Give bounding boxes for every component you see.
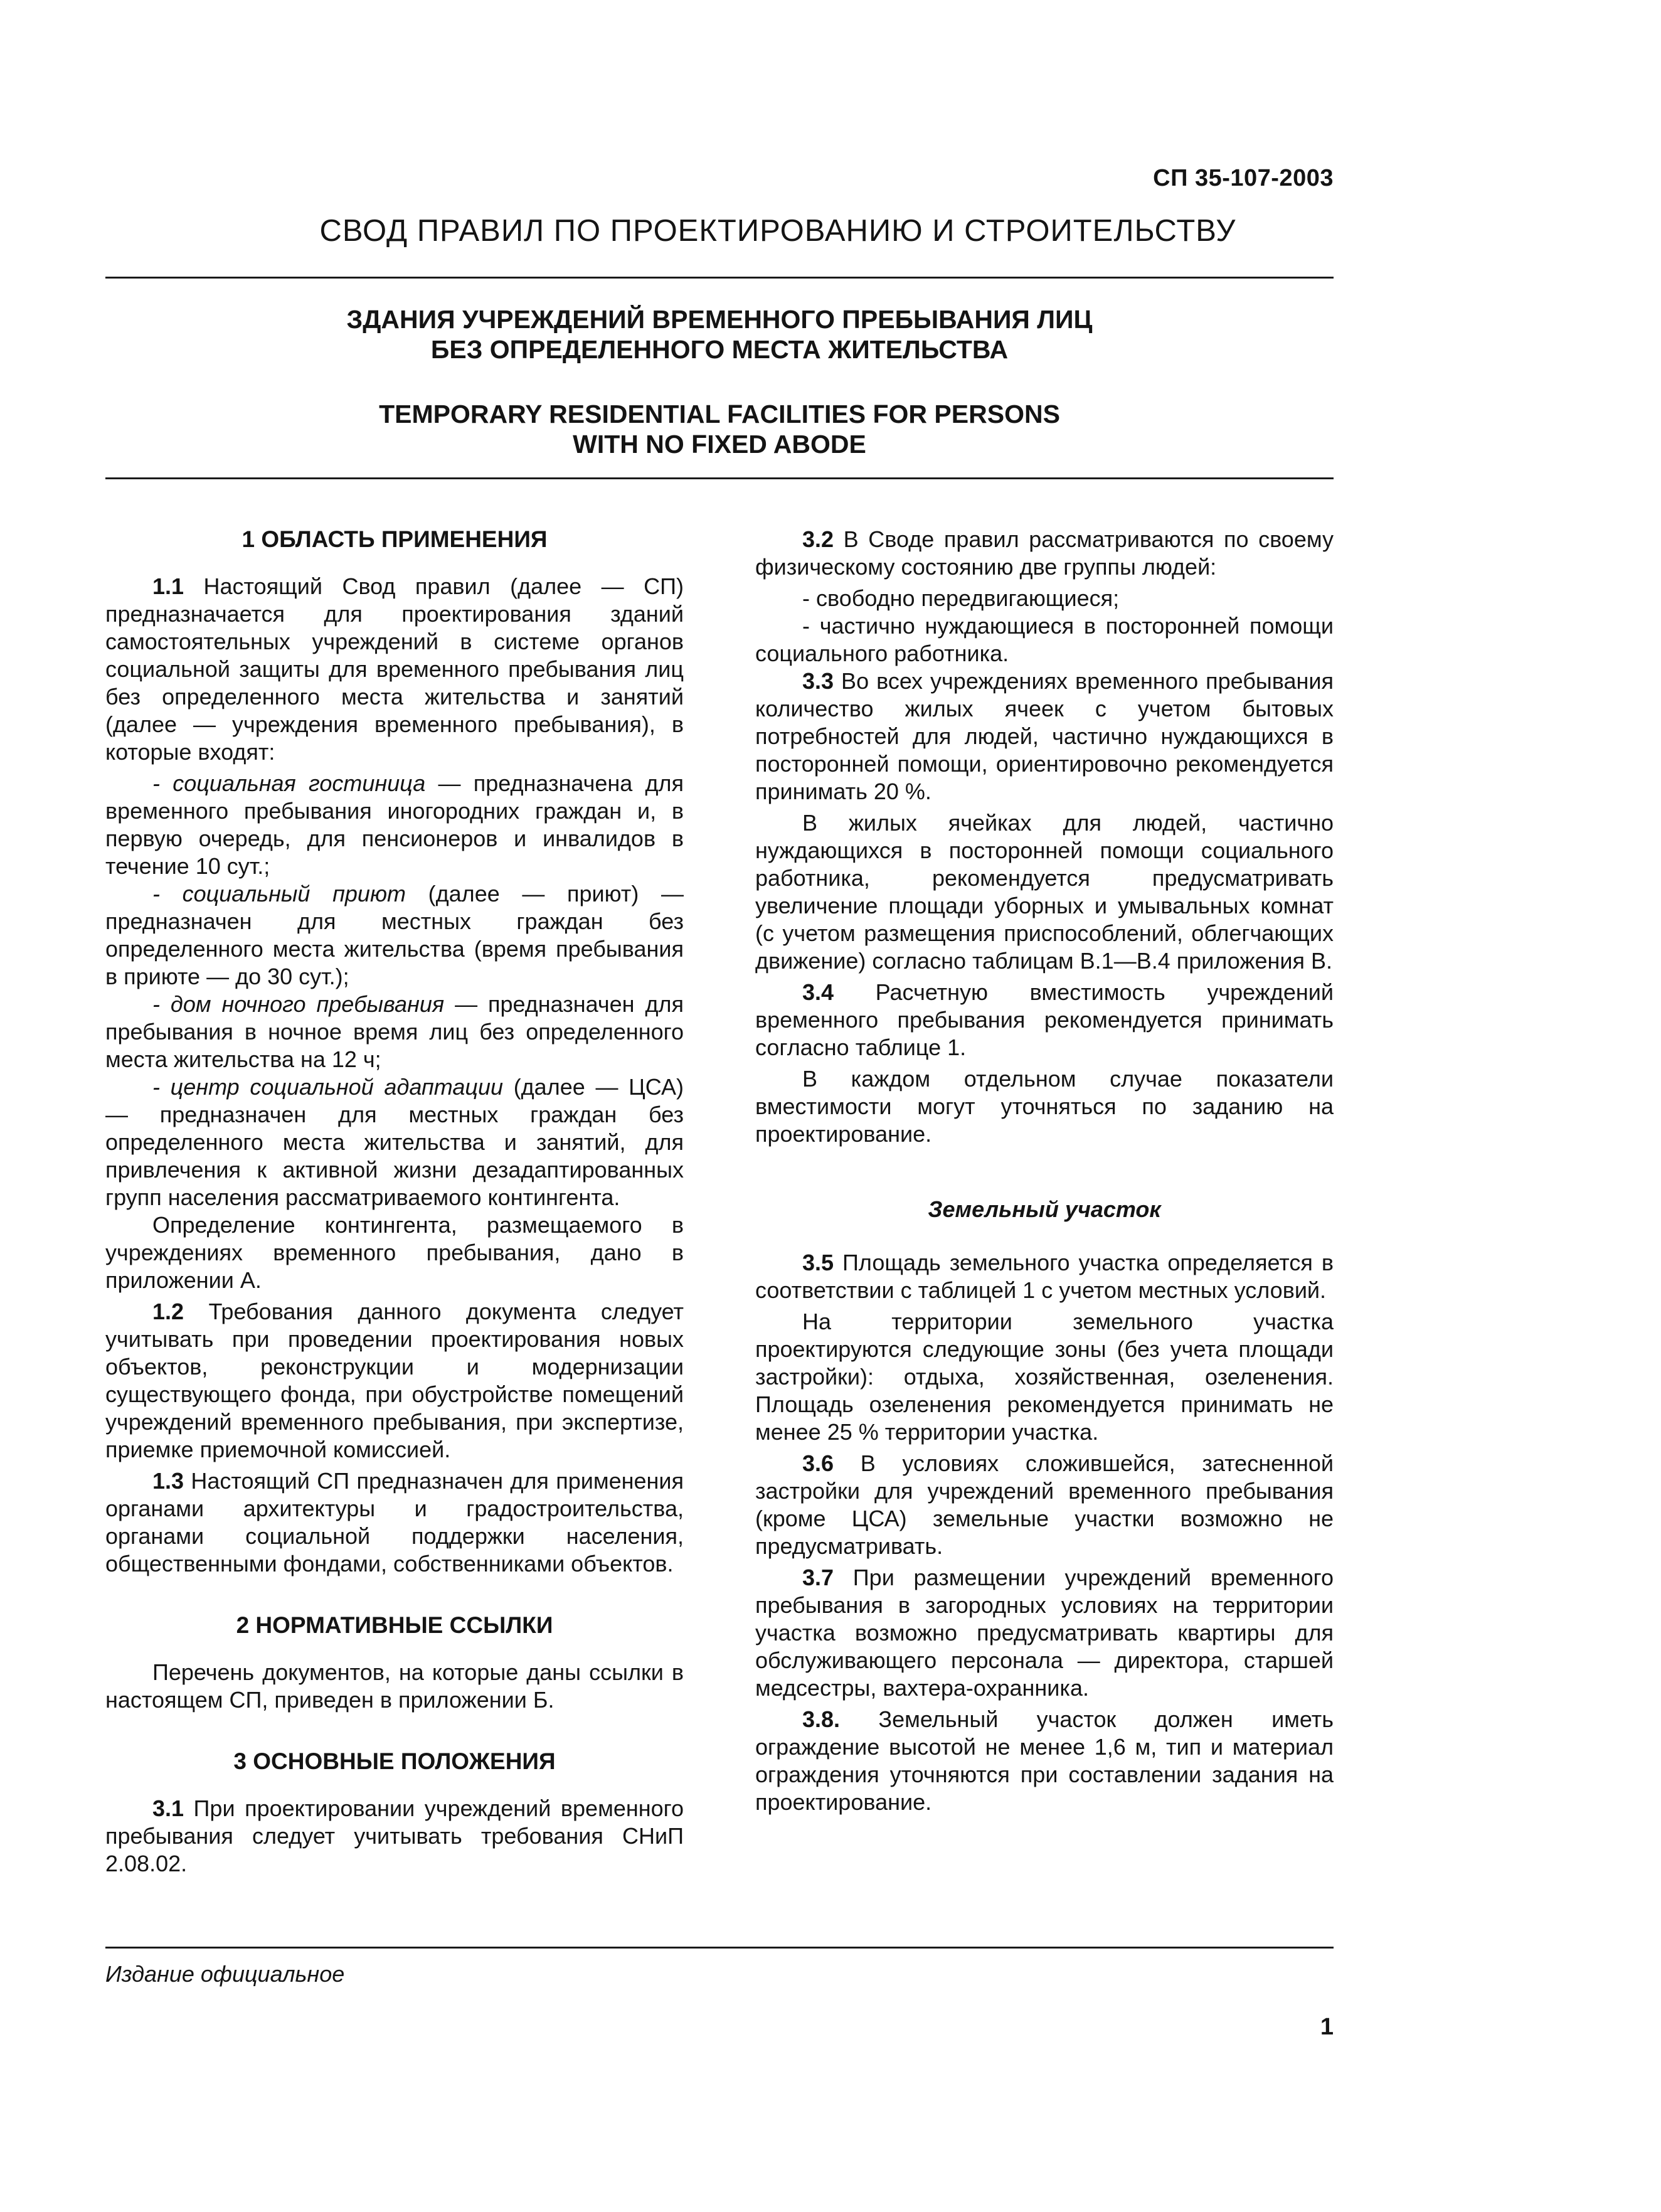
subsection-heading: Земельный участок	[928, 1196, 1161, 1222]
paragraph-3-7	[755, 1564, 1334, 1702]
page-number: 1	[1320, 2014, 1334, 2040]
clause-number: 3.8.	[802, 1706, 841, 1732]
clause-text: Площадь земельного участка определяется в соответствии с таблицей 1 с учетом местных условий.	[755, 1250, 1334, 1303]
top-divider	[105, 277, 1334, 279]
term: - социальная гостиница	[152, 770, 426, 796]
document-code: СП 35-107-2003	[1153, 165, 1334, 191]
clause-number: 3.4	[802, 979, 834, 1005]
clause-text: Требования данного документа следует учитывать при проведении проектирования новых объектов, реконструкции и модернизации существующего фонда, при обустройстве помещений учреждений временного пребывания, при экспертизе, приемке приемочной комиссией.	[105, 1299, 684, 1462]
paragraph-2: Перечень документов, на которые даны ссылки в настоящем СП, приведен в приложении Б.	[105, 1659, 684, 1713]
title-en	[105, 399, 1334, 459]
term: - центр социальной адаптации	[152, 1074, 503, 1100]
paragraph-3-6	[755, 1450, 1334, 1560]
clause-text: Во всех учреждениях временного пребывания количество жилых ячеек с учетом бытовых потребностей для людей, частично нуждающихся в посторонней помощи, ориентировочно рекомендуется принимать 20 %.	[755, 668, 1334, 804]
section-heading-1: 1 ОБЛАСТЬ ПРИМЕНЕНИЯ	[241, 526, 548, 552]
term-text: — предназначена для временного пребывания иногородних граждан и, в первую очередь, для пенсионеров и инвалидов в течение 10 сут.;	[105, 770, 684, 879]
paragraph-1-2	[105, 1298, 684, 1464]
clause-number: 3.5	[802, 1250, 834, 1275]
section-heading-2: 2 НОРМАТИВНЫЕ ССЫЛКИ	[236, 1612, 553, 1638]
clause-text: Настоящий СП предназначен для применения органами архитектуры и градостроительства, органами социальной поддержки населения, общественными фондами, собственниками объектов.	[105, 1468, 684, 1577]
clause-text: Земельный участок должен иметь ограждение высотой не менее 1,6 м, тип и материал ограждения уточняются при составлении задания на проектирование.	[755, 1706, 1334, 1815]
clause-number: 3.6	[802, 1450, 834, 1476]
paragraph-3-2	[755, 526, 1334, 581]
clause-text: При размещении учреждений временного пребывания в загородных условиях на территории участка возможно предусматривать квартиры для обслуживающего персонала — директора, старшей медсестры, вахтера-охранника.	[755, 1565, 1334, 1701]
list-item	[105, 1073, 684, 1211]
paragraph-3-5b: На территории земельного участка проектируются следующие зоны (без учета площади застройки): отдыха, хозяйственная, озеленения. Площадь озеленения рекомендуется принимать не менее 25 % территории участка.	[755, 1309, 1334, 1445]
clause-number: 3.2	[802, 526, 834, 552]
clause-number: 1.3	[152, 1468, 184, 1494]
list-item: - свободно передвигающиеся;	[802, 585, 1120, 611]
list-item	[105, 770, 684, 880]
clause-text: В Своде правил рассматриваются по своему физическому состоянию две группы людей:	[755, 526, 1334, 580]
term-text: — предназначен для пребывания в ночное время лиц без определенного места жительства на 12 ч;	[105, 991, 684, 1072]
term-text: (далее — приют) — предназначен для местных граждан без определенного места жительства (время пребывания в приюте — до 30 сут.);	[105, 881, 684, 989]
term: - дом ночного пребывания	[152, 991, 445, 1017]
title-en-line1: TEMPORARY RESIDENTIAL FACILITIES FOR PERSONS	[379, 400, 1060, 428]
title-en-line2: WITH NO FIXED ABODE	[573, 430, 866, 459]
title-ru-line1: ЗДАНИЯ УЧРЕЖДЕНИЙ ВРЕМЕННОГО ПРЕБЫВАНИЯ ЛИЦ	[346, 305, 1093, 334]
paragraph-1-3	[105, 1467, 684, 1578]
paragraph-3-5	[755, 1249, 1334, 1304]
series-title: СВОД ПРАВИЛ ПО ПРОЕКТИРОВАНИЮ И СТРОИТЕЛЬСТВУ	[319, 214, 1236, 248]
term: - социальный приют	[152, 881, 406, 907]
list-item	[105, 880, 684, 991]
right-column	[755, 526, 1334, 1820]
title-ru	[105, 304, 1334, 364]
list-item	[105, 991, 684, 1073]
paragraph-3-4b: В каждом отдельном случае показатели вместимости могут уточняться по заданию на проектирование.	[755, 1066, 1334, 1147]
paragraph-3-3	[755, 667, 1334, 806]
footer-divider	[105, 1947, 1334, 1949]
clause-text: Настоящий Свод правил (далее — СП) предназначается для проектирования зданий самостоятельных учреждений в системе органов социальной защиты для временного пребывания лиц без определенного места жительства и занятий (далее — учреждения временного пребывания), в которые входят:	[105, 573, 684, 765]
list-item: - частично нуждающиеся в посторонней помощи социального работника.	[755, 613, 1334, 666]
term-text: (далее — ЦСА) — предназначен для местных граждан без определенного места жительства и занятий, для привлечения к активной жизни дезадаптированных групп населения рассматриваемого контингента.	[105, 1074, 684, 1210]
paragraph-3-4	[755, 979, 1334, 1061]
clause-number: 3.3	[802, 668, 834, 694]
paragraph-3-1	[105, 1795, 684, 1878]
title-divider	[105, 477, 1334, 479]
clause-text: Расчетную вместимость учреждений временного пребывания рекомендуется принимать согласно таблице 1.	[755, 979, 1334, 1060]
paragraph-definition: Определение контингента, размещаемого в учреждениях временного пребывания, дано в приложении А.	[105, 1212, 684, 1293]
paragraph-1-1	[105, 573, 684, 766]
clause-number: 3.1	[152, 1795, 184, 1821]
clause-number: 1.1	[152, 573, 184, 599]
clause-number: 3.7	[802, 1565, 834, 1590]
paragraph-3-3b: В жилых ячейках для людей, частично нуждающихся в посторонней помощи социального работника, рекомендуется предусматривать увеличение площади уборных и умывальных комнат (с учетом размещения приспособлений, облегчающих движение) согласно таблицам В.1—В.4 приложения В.	[755, 810, 1334, 974]
clause-number: 1.2	[152, 1299, 184, 1324]
paragraph-3-8	[755, 1706, 1334, 1816]
edition-note: Издание официальное	[105, 1961, 345, 1987]
clause-text: В условиях сложившейся, затесненной застройки для учреждений временного пребывания (кроме ЦСА) земельные участки возможно не предусматривать.	[755, 1450, 1334, 1559]
section-heading-3: 3 ОСНОВНЫЕ ПОЛОЖЕНИЯ	[233, 1748, 556, 1774]
clause-text: При проектировании учреждений временного пребывания следует учитывать требования СНиП 2.08.02.	[105, 1795, 684, 1876]
title-ru-line2: БЕЗ ОПРЕДЕЛЕННОГО МЕСТА ЖИТЕЛЬСТВА	[430, 335, 1009, 364]
left-column	[105, 526, 684, 1881]
